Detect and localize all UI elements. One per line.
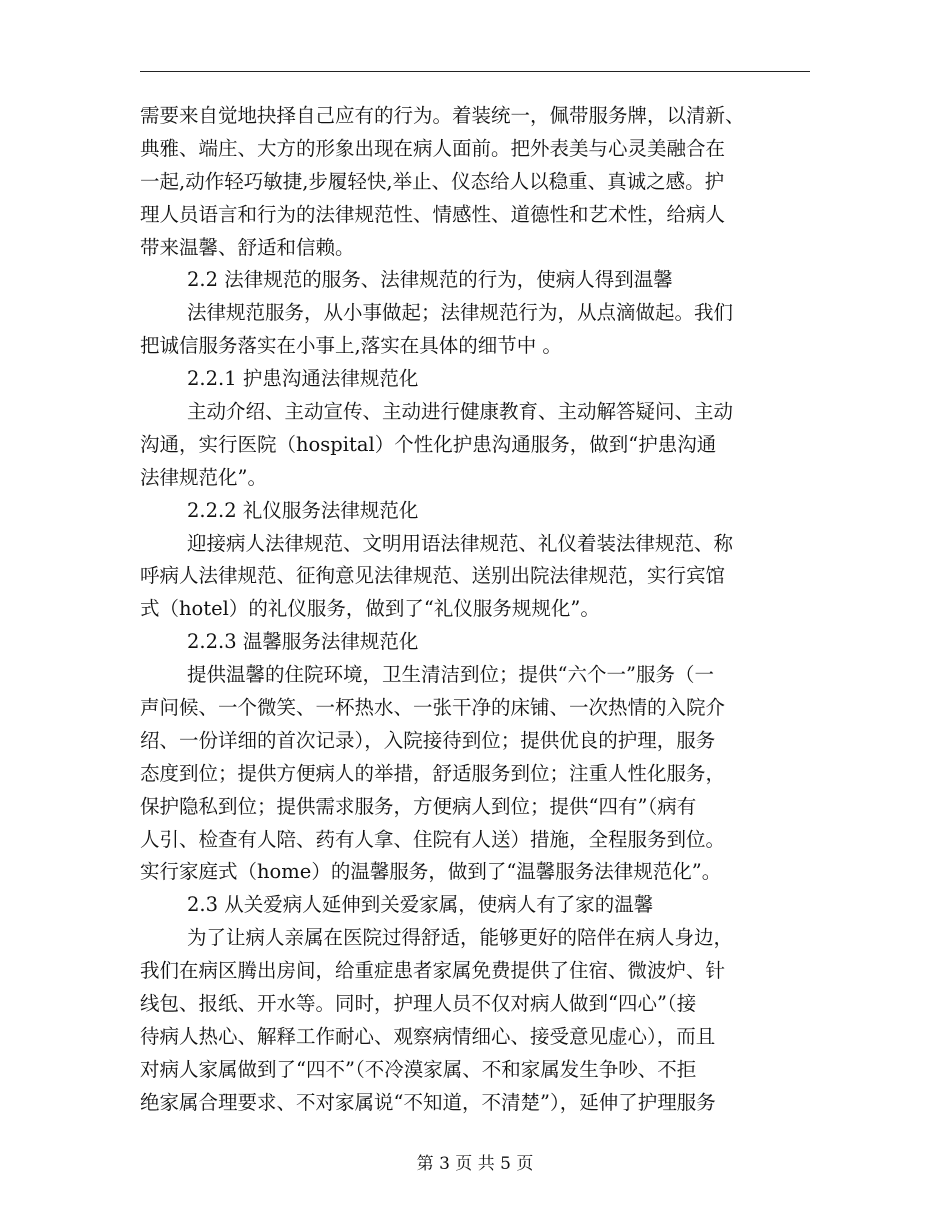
text-line: 典雅、端庄、大方的形象出现在病人面前。把外表美与心灵美融合在 xyxy=(140,136,726,160)
section-heading: 2.3 从关爱病人延伸到关爱家属，使病人有了家的温馨 xyxy=(187,893,654,917)
section-heading: 2.2.1 护患沟通法律规范化 xyxy=(187,367,419,391)
text-line: 我们在病区腾出房间，给重症患者家属免费提供了住宿、微波炉、针 xyxy=(140,959,726,983)
text-line: 一起,动作轻巧敏捷,步履轻快,举止、仪态给人以稳重、真诚之感。护 xyxy=(140,169,725,193)
text-line: 声问候、一个微笑、一杯热水、一张干净的床铺、一次热情的入院介 xyxy=(140,696,726,720)
text-line: 态度到位；提供方便病人的举措，舒适服务到位；注重人性化服务， xyxy=(140,761,726,785)
text-line: 沟通，实行医院（hospital）个性化护患沟通服务，做到“护患沟通 xyxy=(140,432,717,456)
text-line: 需要来自觉地抉择自己应有的行为。着装统一，佩带服务牌，以清新、 xyxy=(140,104,745,127)
text-line: 绝家属合理要求、不对家属说“不知道，不清楚”），延伸了护理服务 xyxy=(140,1090,716,1114)
document-body xyxy=(140,100,810,1120)
text-line: 理人员语言和行为的法律规范性、情感性、道德性和艺术性，给病人 xyxy=(140,202,726,226)
section-heading: 2.2.2 礼仪服务法律规范化 xyxy=(187,498,419,522)
text-line: 主动介绍、主动宣传、主动进行健康教育、主动解答疑问、主动 xyxy=(187,400,734,424)
text-line: 呼病人法律规范、征徇意见法律规范、送别出院法律规范，实行宾馆 xyxy=(140,564,726,588)
text-line: 法律规范服务，从小事做起；法律规范行为，从点滴做起。我们 xyxy=(187,301,734,325)
text-line: 提供温馨的住院环境，卫生清洁到位；提供“六个一”服务（一 xyxy=(187,663,714,687)
text-line: 为了让病人亲属在医院过得舒适，能够更好的陪伴在病人身边， xyxy=(187,926,734,950)
header-rule xyxy=(140,71,810,72)
text-line: 式（hotel）的礼仪服务，做到了“礼仪服务规规化”。 xyxy=(140,597,600,621)
text-line: 绍、一份详细的首次记录），入院接待到位；提供优良的护理，服务 xyxy=(140,728,716,752)
page-footer: 第 3 页 共 5 页 xyxy=(416,1154,534,1174)
text-line: 保护隐私到位；提供需求服务，方便病人到位；提供“四有”（病有 xyxy=(140,794,697,818)
text-line: 法律规范化”。 xyxy=(140,465,267,489)
text-line: 线包、报纸、开水等。同时，护理人员不仅对病人做到“四心”（接 xyxy=(140,992,697,1016)
text-line: 待病人热心、解释工作耐心、观察病情细心、接受意见虚心），而且 xyxy=(140,1024,716,1048)
text-line: 把诚信服务落实在小事上,落实在具体的细节中 。 xyxy=(140,334,562,358)
text-line: 对病人家属做到了“四不”（不冷漠家属、不和家属发生争吵、不拒 xyxy=(140,1057,697,1081)
text-line: 人引、检查有人陪、药有人拿、住院有人送）措施，全程服务到位。 xyxy=(140,827,726,851)
section-heading: 2.2.3 温馨服务法律规范化 xyxy=(187,630,419,654)
section-heading: 2.2 法律规范的服务、法律规范的行为，使病人得到温馨 xyxy=(187,268,673,292)
text-line: 迎接病人法律规范、文明用语法律规范、礼仪着装法律规范、称 xyxy=(187,531,734,555)
text-line: 实行家庭式（home）的温馨服务，做到了“温馨服务法律规范化”。 xyxy=(140,860,722,884)
text-line: 带来温馨、舒适和信赖。 xyxy=(140,235,355,259)
